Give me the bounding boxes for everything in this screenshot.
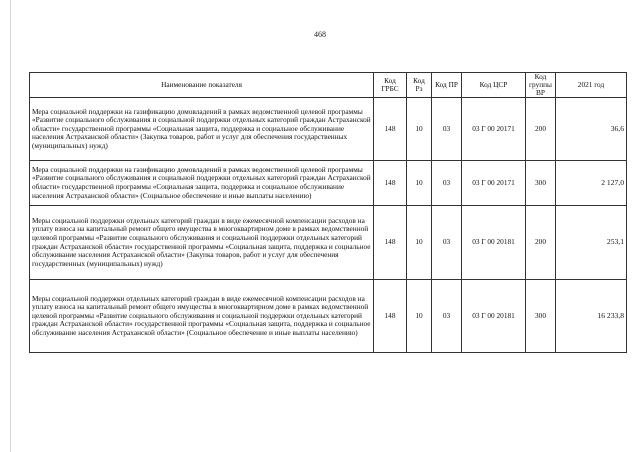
row-name: Меры социальной поддержки отдельных категорий граждан в виде ежемесячной компенсации расходов на уплату взноса на капитальный ремонт общего имущества в многоквартирном доме в рамках ведомственной целевой программы «Развитие социального обслуживания и социальной поддержки отдельных категорий граждан Астраханской области» государственной программы «Социальная защита, поддержка и социальное обслуживание населения Астраханской области» (Социальное обеспечение и иные выплаты населению) — [30, 280, 374, 353]
header-name: Наименование показателя — [30, 73, 374, 98]
row-csr: 03 Г 00 20171 — [462, 98, 526, 161]
row-csr: 03 Г 00 20171 — [462, 161, 526, 206]
row-name: Мера социальной поддержки на газификацию домовладений в рамках ведомственной целевой программы «Развитие социального обслуживания и социальной поддержки отдельных категорий граждан Астраханской области» государственной программы «Социальная защита, поддержка и социальное обслуживание населения Астраханской области» (Социальное обеспечение и иные выплаты населению) — [30, 161, 374, 206]
row-amount: 253,1 — [556, 206, 627, 280]
budget-table — [29, 72, 627, 353]
row-amount: 16 233,8 — [556, 280, 627, 353]
row-pr: 03 — [432, 280, 462, 353]
header-vr: Код группы ВР — [526, 73, 556, 98]
row-pr: 03 — [432, 161, 462, 206]
header-grbs: Код ГРБС — [374, 73, 407, 98]
row-csr: 03 Г 00 20181 — [462, 280, 526, 353]
scan-edge-line — [10, 0, 11, 452]
row-vr: 300 — [526, 161, 556, 206]
row-vr: 200 — [526, 98, 556, 161]
row-pr: 03 — [432, 206, 462, 280]
table-row — [30, 206, 627, 280]
row-name: Мера социальной поддержки на газификацию домовладений в рамках ведомственной целевой программы «Развитие социального обслуживания и социальной поддержки отдельных категорий граждан Астраханской области» государственной программы «Социальная защита, поддержка и социальное обслуживание населения Астраханской области» (Закупка товаров, работ и услуг для обеспечения государственных (муниципальных) нужд) — [30, 98, 374, 161]
header-year: 2021 год — [556, 73, 627, 98]
table-row — [30, 98, 627, 161]
row-amount: 36,6 — [556, 98, 627, 161]
header-pr: Код ПР — [432, 73, 462, 98]
row-pr: 03 — [432, 98, 462, 161]
row-rz: 10 — [407, 206, 432, 280]
row-csr: 03 Г 00 20181 — [462, 206, 526, 280]
page-number: 468 — [314, 30, 326, 39]
row-grbs: 148 — [374, 161, 407, 206]
header-csr: Код ЦСР — [462, 73, 526, 98]
row-rz: 10 — [407, 98, 432, 161]
row-rz: 10 — [407, 280, 432, 353]
table-row — [30, 161, 627, 206]
row-grbs: 148 — [374, 206, 407, 280]
row-vr: 300 — [526, 280, 556, 353]
row-amount: 2 127,0 — [556, 161, 627, 206]
table-header-row — [30, 73, 627, 98]
table-row — [30, 280, 627, 353]
row-vr: 200 — [526, 206, 556, 280]
row-rz: 10 — [407, 161, 432, 206]
header-rz: Код Рз — [407, 73, 432, 98]
row-name: Меры социальной поддержки отдельных категорий граждан в виде ежемесячной компенсации расходов на уплату взноса на капитальный ремонт общего имущества в многоквартирном доме в рамках ведомственной целевой программы «Развитие социального обслуживания и социальной поддержки отдельных категорий граждан Астраханской области» государственной программы «Социальная защита, поддержка и социальное обслуживание населения Астраханской области» (Закупка товаров, работ и услуг для обеспечения государственных (муниципальных) нужд) — [30, 206, 374, 280]
row-grbs: 148 — [374, 98, 407, 161]
row-grbs: 148 — [374, 280, 407, 353]
